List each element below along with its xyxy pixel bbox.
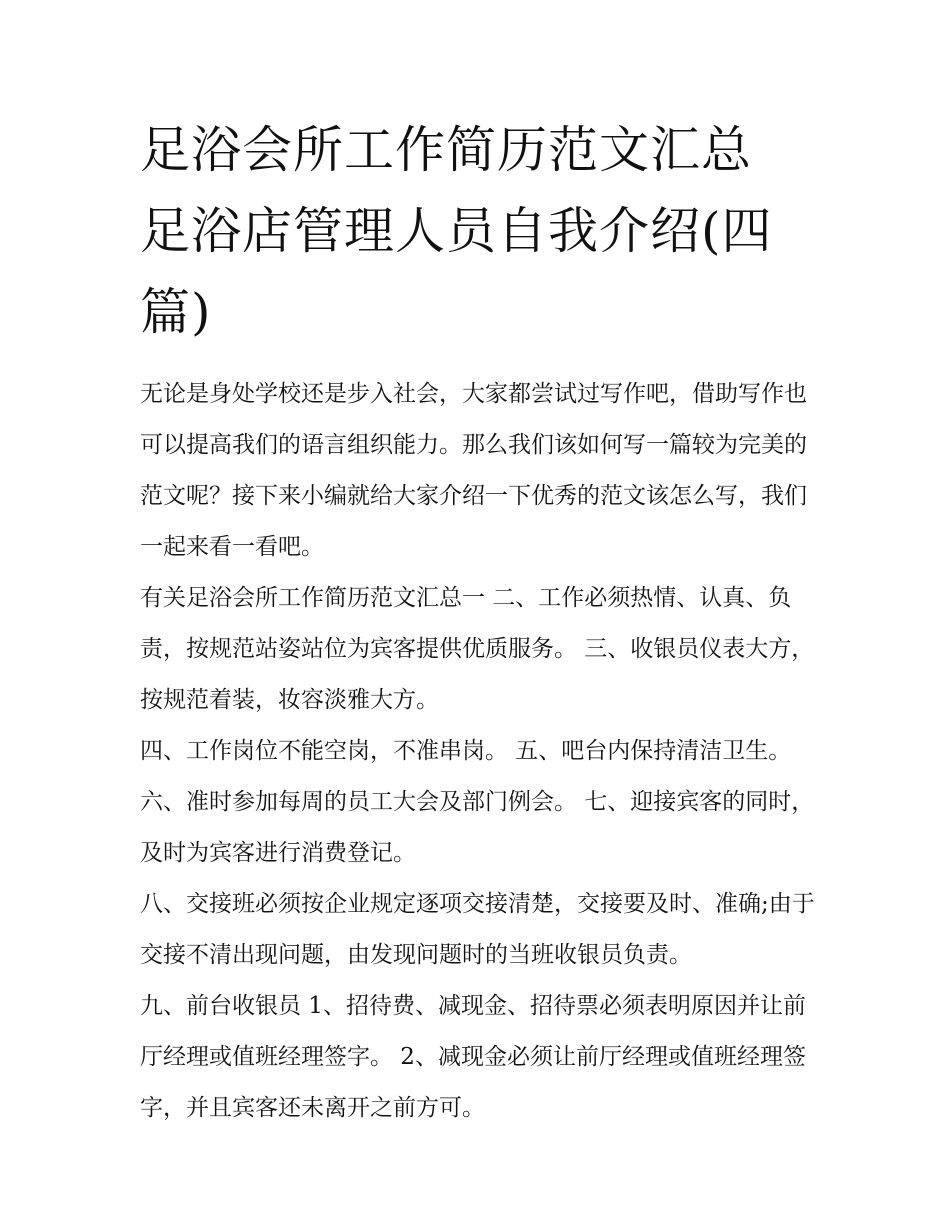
document-body bbox=[140, 110, 815, 1134]
document-title: 足浴会所工作简历范文汇总 足浴店管理人员自我介绍(四篇) bbox=[140, 121, 773, 341]
paragraph-section-4: 四、工作岗位不能空岗，不准串岗。 五、吧台内保持清洁卫生。 六、准时参加每周的员工大会及部门例会。 七、迎接宾客的同时，及时为宾客进行消费登记。 bbox=[140, 738, 815, 866]
paragraph-section-8: 八、交接班必须按企业规定逐项交接清楚，交接要及时、准确;由于交接不清出现问题，由发现问题时的当班收银员负责。 bbox=[140, 891, 815, 968]
paragraph-section-1: 有关足浴会所工作简历范文汇总一 二、工作必须热情、认真、负责，按规范站姿站位为宾客提供优质服务。 三、收银员仪表大方，按规范着装，妆容淡雅大方。 bbox=[140, 585, 815, 713]
paragraph-intro: 无论是身处学校还是步入社会，大家都尝试过写作吧，借助写作也可以提高我们的语言组织能力。那么我们该如何写一篇较为完美的范文呢？接下来小编就给大家介绍一下优秀的范文该怎么写，我们一起来看一看吧。 bbox=[140, 381, 807, 560]
paragraph-section-9: 九、前台收银员 1、招待费、减现金、招待票必须表明原因并让前厅经理或值班经理签字。 2、减现金必须让前厅经理或值班经理签字，并且宾客还未离开之前方可。 bbox=[140, 993, 806, 1121]
